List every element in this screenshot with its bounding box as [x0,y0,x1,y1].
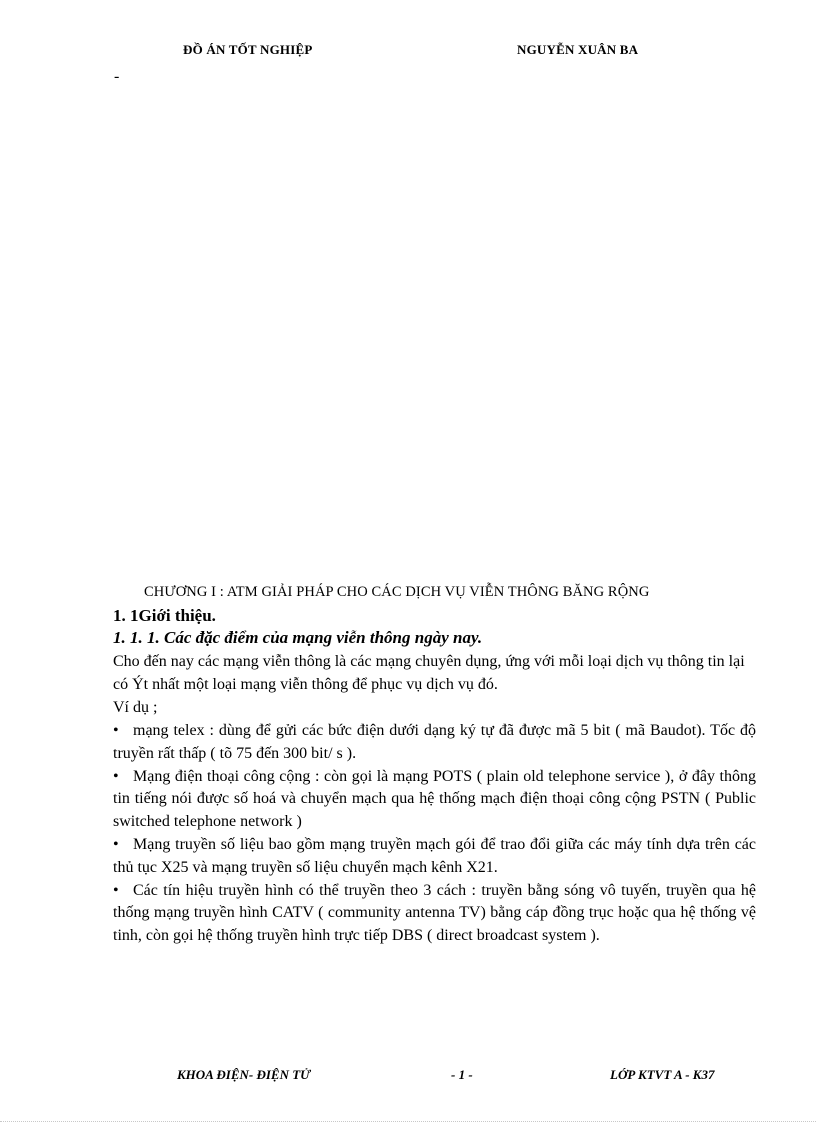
example-label: Ví dụ ; [113,699,158,716]
header-author-name: NGUYỄN XUÂN BA [517,42,639,57]
bullet-list [113,720,756,948]
bullet-dot: • [113,722,119,739]
list-item [113,834,756,880]
top-dash: - [114,68,120,85]
bullet-dot: • [113,835,119,853]
list-item-text: Các tín hiệu truyền hình có thể truyền theo 3 cách : truyền bằng sóng vô tuyến, truyền qua hệ thống mạng truyền hình CATV ( community antenna TV) bằng cáp đồng trục hoặc qua hệ thống vệ tinh, còn gọi hệ thống truyền hình trực tiếp DBS ( direct broadcast system ). [113,881,756,945]
list-item [113,880,756,948]
intro-paragraph: Cho đến nay các mạng viễn thông là các mạng chuyên dụng, ứng với mỗi loại dịch vụ thông tin lại có Ýt nhất một loại mạng viễn thông để phục vụ dịch vụ đó. [113,653,745,693]
chapter-title: CHƯƠNG I : ATM GIẢI PHÁP CHO CÁC DỊCH VỤ VIỄN THÔNG BĂNG RỘNG [144,584,650,600]
list-item [113,720,756,766]
list-item-text: mạng telex : dùng để gửi các bức điện dưới dạng ký tự đã được mã 5 bit ( mã Baudot). Tốc độ truyền rất thấp ( tõ 75 đến 300 bit/ s ). [113,722,756,762]
subsection-heading: 1. 1. 1. Các đặc điểm của mạng viễn thông ngày nay. [113,628,483,647]
list-item [113,766,756,834]
bullet-dot: • [113,881,119,899]
section-heading: 1. 1Giới thiệu. [113,606,216,625]
footer-faculty: KHOA ĐIỆN- ĐIỆN TỬ [177,1067,311,1082]
list-item-text: Mạng điện thoại công cộng : còn gọi là mạng POTS ( plain old telephone service ), ở đây thông tin tiếng nói được số hoá và chuyển mạch qua hệ thống mạch điện thoại công cộng PSTN ( Public switched telephone network ) [113,767,756,831]
footer-class: LỚP KTVT A - K37 [610,1067,715,1082]
list-item-text: Mạng truyền số liệu bao gồm mạng truyền mạch gói để trao đổi giữa các máy tính dựa trên các thủ tục X25 và mạng truyền số liệu chuyển mạch kênh X21. [113,835,756,876]
header-project-title: ĐỒ ÁN TỐT NGHIỆP [183,42,313,57]
bullet-dot: • [113,767,119,785]
footer-page-number: - 1 - [451,1067,473,1082]
